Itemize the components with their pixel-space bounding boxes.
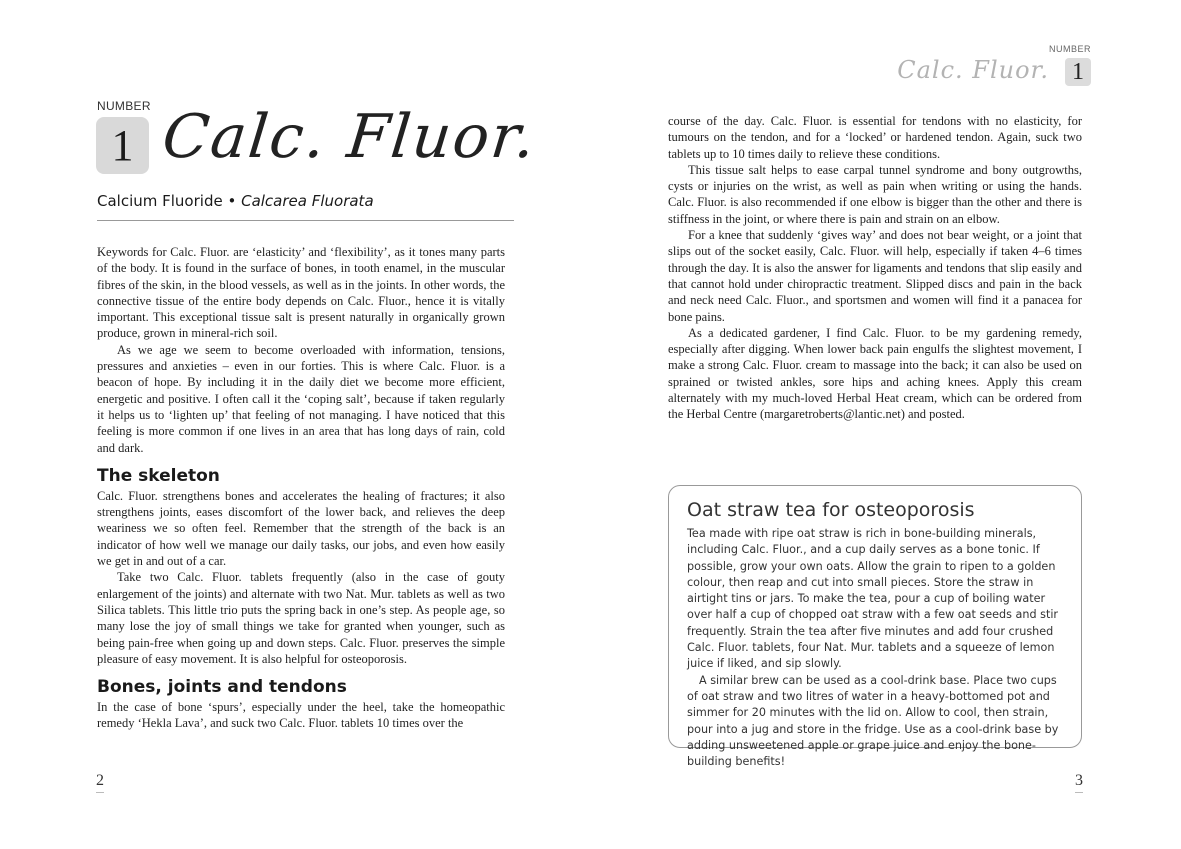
- body-paragraph: For a knee that suddenly ‘gives way’ and does not bear weight, or a joint that slips out of the socket easily, Calc. Fluor. will help, especially if taken 4–6 times through the day. It is also the answer for ligaments and tendons that slip easily and that cannot hold under chiropractic treatment. Slipped discs and pain in the back and neck need Calc. Fluor., and sportsmen and women will find it a panacea for bone pains.: [668, 228, 1082, 324]
- sidebar-paragraph: A similar brew can be used as a cool-drink base. Place two cups of oat straw and two litres of water in a heavy-bottomed pot and simmer for 20 minutes with the lid on. Allow to cool, then strain, pour into a jug and store in the fridge. Use as a cool-drink base by adding unsweetened apple or grape juice and enjoy the bone-building benefits!: [687, 673, 1059, 769]
- running-header-number-label: NUMBER: [1048, 44, 1091, 54]
- body-paragraph: Calc. Fluor. strengthens bones and accelerates the healing of fractures; it also strengthens joints, eases discomfort of the lower back, and relieves the deep weariness we so often feel. Remember that the strength of the back is an indicator of how well we manage our daily tasks, our jobs, and even how easily we get in and out of a car.: [97, 488, 505, 569]
- running-header-title: Calc. Fluor.: [897, 56, 1049, 84]
- chapter-title: Calc. Fluor.: [159, 102, 541, 172]
- chapter-number-label: NUMBER: [97, 99, 151, 113]
- sidebar-title: Oat straw tea for osteoporosis: [687, 499, 975, 521]
- page-number-tick: [96, 792, 104, 793]
- page-number-text: 2: [96, 772, 104, 789]
- page-number-left: [96, 772, 104, 793]
- body-paragraph: As a dedicated gardener, I find Calc. Fluor. to be my gardening remedy, especially after digging. When lower back pain engulfs the slightest movement, I make a strong Calc. Fluor. cream to massage into the back; it can also be used on sprained or twisted ankles, sore hips and aching knees. Apply this cream alternately with my much-loved Herbal Heat cream, which can be ordered from the Herbal Centre (margaretroberts@lantic.net) and posted.: [668, 325, 1082, 422]
- section-heading-skeleton: The skeleton: [97, 465, 220, 486]
- section-heading-bones: Bones, joints and tendons: [97, 677, 347, 698]
- left-body-text: [97, 244, 505, 732]
- subtitle-common-name: Calcium Fluoride: [97, 192, 223, 210]
- page-number-right: [1075, 772, 1083, 793]
- body-paragraph: In the case of bone ‘spurs’, especially under the heel, take the homeopathic remedy ‘Hekla Lava’, and suck two Calc. Fluor. tablets 10 times over the: [97, 700, 505, 731]
- chapter-subtitle: [97, 192, 374, 210]
- body-paragraph: Take two Calc. Fluor. tablets frequently (also in the case of gouty enlargement of the joints) and alternate with two Nat. Mur. tablets as well as two Silica tablets. This little trio puts the spring back in one’s step. As people age, so many lose the joy of small things we take for granted when younger, such as being pain-free when going up and down steps. Calc. Fluor. preserves the simple pleasure of easy movement. It is also helpful for osteoporosis.: [97, 570, 505, 666]
- left-page: [0, 0, 590, 849]
- subtitle-latin-name: Calcarea Fluorata: [241, 192, 374, 210]
- sidebar-paragraph: Tea made with ripe oat straw is rich in bone-building minerals, including Calc. Fluor., and a cup daily serves as a bone tonic. If possible, grow your own oats. Allow the grain to ripen to a golden colour, then reap and cut into small pieces. Store the straw in airtight tins or jars. To make the tea, pour a cup of boiling water over half a cup of chopped oat straw with a few oat seeds and stir frequently. Strain the tea after five minutes and add four crushed Calc. Fluor. tablets, four Nat. Mur. tablets and a squeeze of lemon juice if liked, and sip slowly.: [687, 527, 1059, 671]
- body-paragraph: Keywords for Calc. Fluor. are ‘elasticity’ and ‘flexibility’, as it tones many parts of the body. It is found in the surface of bones, in tooth enamel, in the muscular fibres of the skin, in the blood vessels, as well as in the joints. In other words, the connective tissue of the entire body depends on Calc. Fluor., hence it is vitally important. This exceptional tissue salt is present naturally in organically grown produce, grown in mineral-rich soil.: [97, 245, 505, 341]
- body-paragraph: course of the day. Calc. Fluor. is essential for tendons with no elasticity, for tumours on the tendon, and for a ‘locked’ or hardened tendon. Again, suck two tablets up to 10 times daily to relieve these conditions.: [668, 114, 1082, 161]
- chapter-number-badge: 1: [96, 117, 149, 174]
- sidebar-text: [687, 526, 1063, 770]
- page-number-text: 3: [1075, 772, 1083, 789]
- right-page: [590, 0, 1181, 849]
- body-paragraph: As we age we seem to become overloaded with information, tensions, pressures and anxieties – even in our forties. This is where Calc. Fluor. is a beacon of hope. By including it in the daily diet we become more efficient, energetic and positive. I often call it the ‘coping salt’, because if taken regularly it helps us to ‘lighten up’ that feeling of not managing. I have noticed that this feeling is more common if one lives in an area that has long days of rain, cold and dark.: [97, 342, 505, 455]
- subtitle-separator: •: [222, 192, 242, 210]
- body-paragraph: This tissue salt helps to ease carpal tunnel syndrome and bony outgrowths, cysts or injuries on the wrist, as well as pain when writing or using the hands. Calc. Fluor. is also recommended if one elbow is bigger than the other and there is stiffness in the joint, or where there is pain and strain on an elbow.: [668, 162, 1082, 226]
- sidebar-box-oat-straw-tea: [668, 485, 1082, 769]
- right-body-text: [668, 113, 1082, 423]
- chapter-divider: [97, 220, 514, 221]
- running-header-number-badge: 1: [1065, 58, 1091, 86]
- page-number-tick: [1075, 792, 1083, 793]
